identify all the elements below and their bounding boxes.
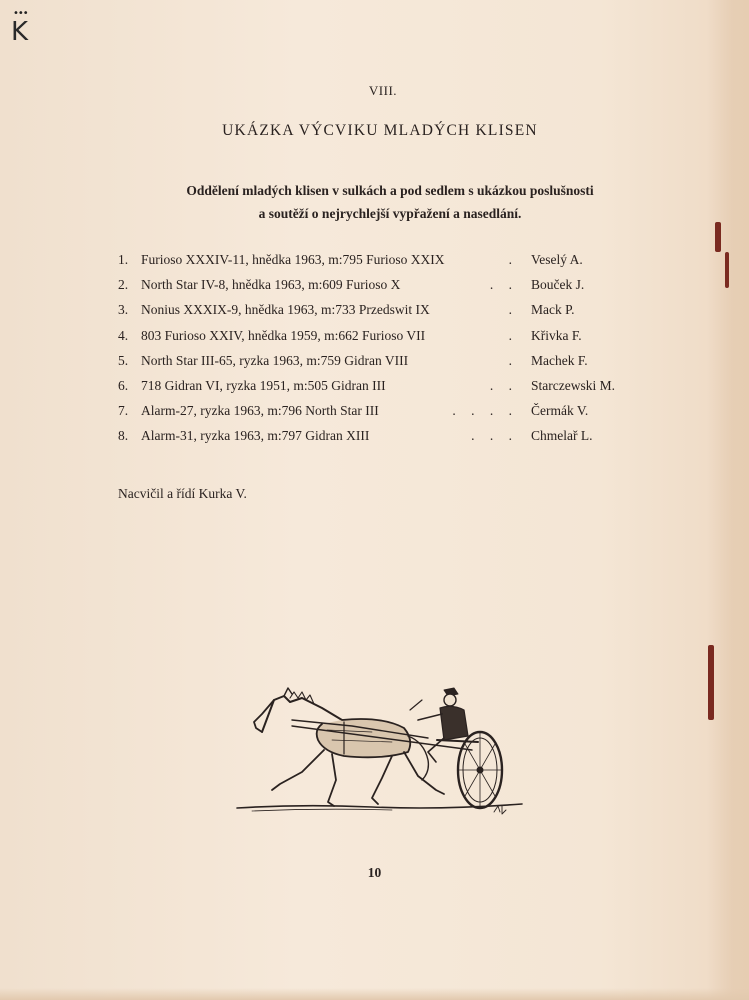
horse-list: [118, 247, 678, 449]
subtitle-line-2: a soutěží o nejrychlejší vypřažení a nasedlání.: [258, 206, 522, 221]
paper-bottom-edge: [0, 988, 749, 1000]
entry-number: 6.: [118, 377, 129, 393]
paper-edge-shadow: [707, 0, 749, 1000]
list-item: [118, 323, 678, 348]
entry-leader-dots: .: [508, 327, 518, 343]
list-item: [118, 247, 678, 272]
entry-leader-dots: . .: [489, 277, 518, 293]
entry-number: 2.: [118, 277, 129, 293]
list-item: [118, 423, 678, 448]
logo-dots: •••: [13, 8, 28, 19]
list-item: [118, 297, 678, 322]
entry-number: 5.: [118, 352, 129, 368]
entry-horse: Furioso XXXIV-11, hnědka 1963, m:795 Furioso XXIX: [141, 252, 445, 267]
entry-rider: Veselý A.: [531, 252, 583, 267]
list-item: [118, 348, 678, 373]
entry-horse: Alarm-31, ryzka 1963, m:797 Gidran XIII: [141, 428, 370, 444]
page-number: 10: [367, 865, 382, 880]
library-logo: [11, 8, 35, 48]
entry-rider: Mack P.: [531, 302, 575, 318]
entry-horse: Nonius XXXIX-9, hnědka 1963, m:733 Przedswit IX: [141, 302, 430, 318]
entry-leader-dots: . .: [489, 377, 518, 393]
entry-number: 7.: [118, 403, 129, 419]
entry-leader-dots: . . .: [471, 428, 518, 444]
entry-leader-dots: .: [508, 302, 518, 318]
logo-letter: K: [11, 17, 29, 47]
harness-horse-sulky-illustration: [232, 680, 532, 820]
entry-leader-dots: .: [508, 252, 518, 267]
entry-number: 8.: [118, 428, 129, 444]
entry-horse: 803 Furioso XXIV, hnědka 1959, m:662 Furioso VII: [141, 327, 426, 343]
entry-rider: Machek F.: [531, 352, 588, 368]
entry-leader-dots: .: [508, 352, 518, 368]
entry-horse: North Star IV-8, hnědka 1963, m:609 Furioso X: [141, 277, 401, 293]
list-item: [118, 272, 678, 297]
entry-rider: Křivka F.: [531, 327, 582, 343]
staple-mark: [725, 252, 729, 288]
list-item: [118, 398, 678, 423]
entry-number: 1.: [118, 252, 129, 267]
section-number: VIII.: [368, 83, 398, 98]
entry-rider: Starczewski M.: [531, 377, 615, 393]
entry-horse: 718 Gidran VI, ryzka 1951, m:505 Gidran III: [141, 377, 386, 393]
staple-mark: [715, 222, 721, 252]
entry-horse: North Star III-65, ryzka 1963, m:759 Gidran VIII: [141, 352, 409, 368]
entry-number: 4.: [118, 327, 129, 343]
entry-leader-dots: . . . .: [452, 403, 518, 419]
list-item: [118, 373, 678, 398]
entry-horse: Alarm-27, ryzka 1963, m:796 North Star III: [141, 403, 379, 419]
entry-rider: Čermák V.: [531, 403, 589, 419]
trainer-credit: Nacvičil a řídí Kurka V.: [118, 486, 247, 501]
entry-rider: Bouček J.: [531, 277, 585, 293]
entry-rider: Chmelař L.: [531, 428, 593, 444]
staple-mark: [708, 645, 714, 720]
entry-number: 3.: [118, 302, 129, 318]
section-title: UKÁZKA VÝCVIKU MLADÝCH KLISEN: [222, 122, 538, 139]
subtitle-line-1: Oddělení mladých klisen v sulkách a pod sedlem s ukázkou poslušnosti: [186, 183, 594, 198]
